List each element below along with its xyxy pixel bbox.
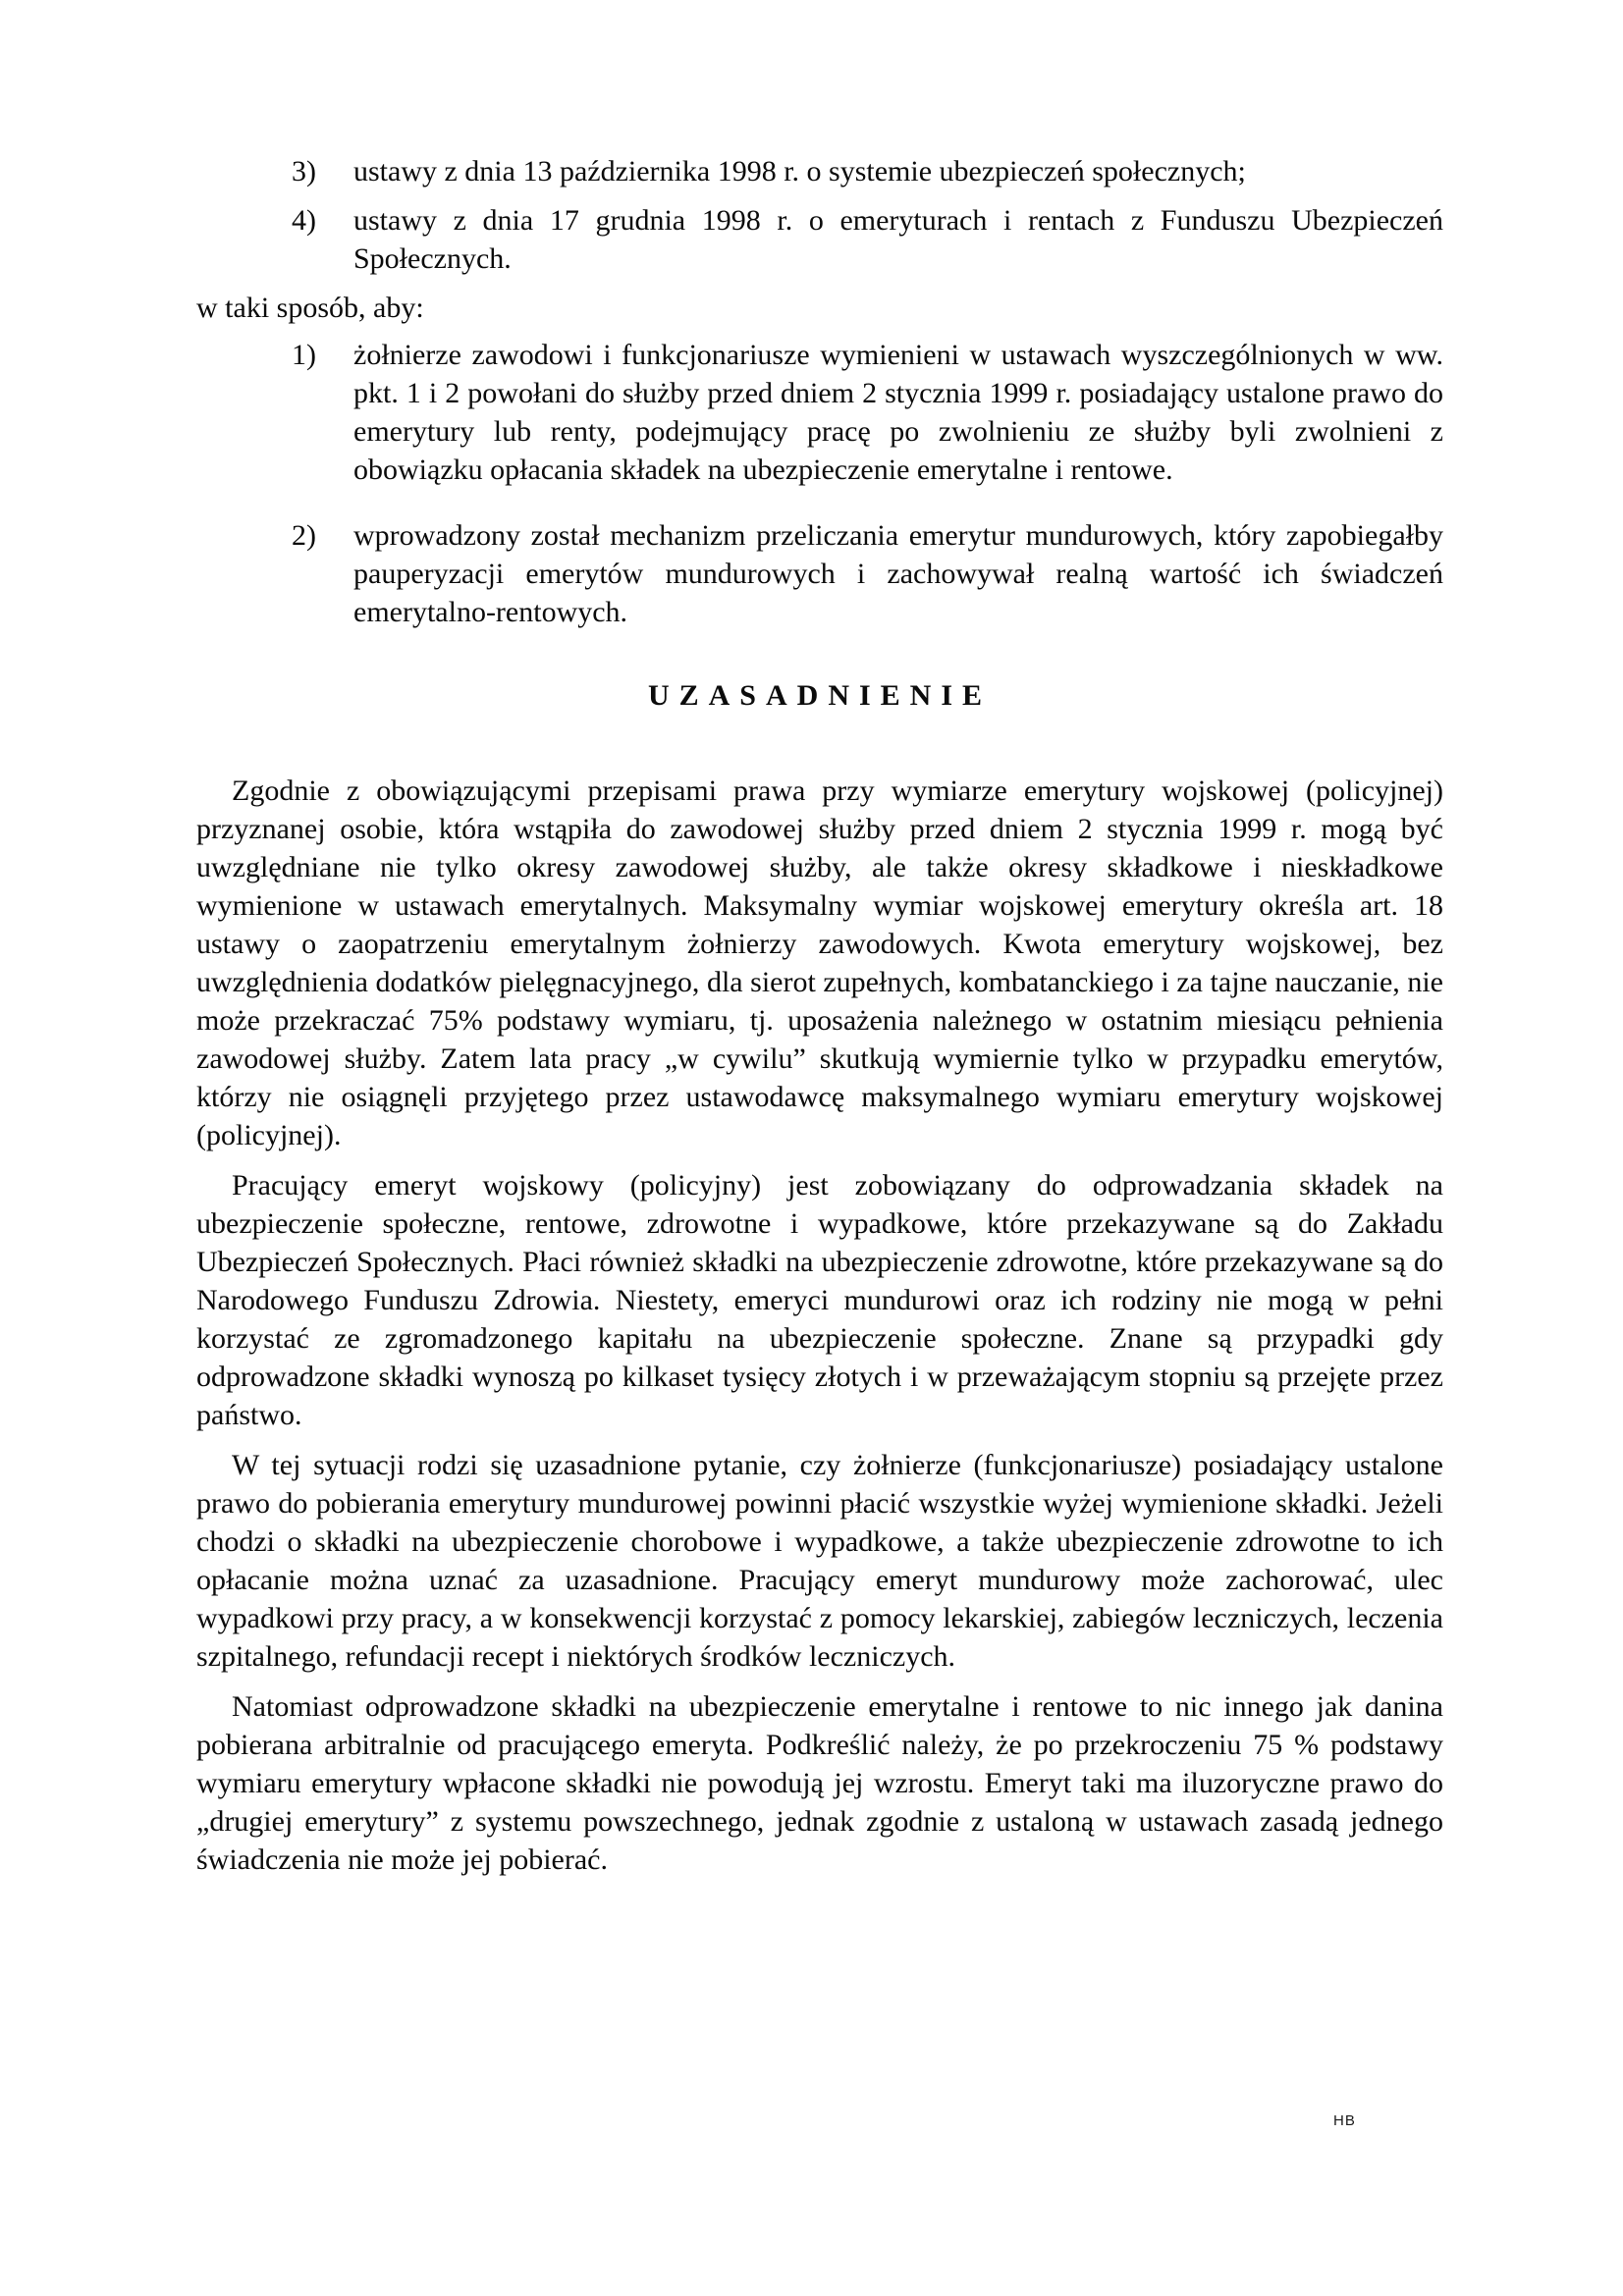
paragraph-3: W tej sytuacji rodzi się uzasadnione pytanie, czy żołnierze (funkcjonariusze) posiadający ustalone prawo do pobierania emerytury mundurowej powinni płacić wszystkie wyżej wymienione składki. Jeżeli chodzi o składki na ubezpieczenie chorobowe i wypadkowe, a także ubezpieczenie zdrowotne to ich opłacanie można uznać za uzasadnione. Pracujący emeryt mundurowy może zachorować, ulec wypadkowi przy pracy, a w konsekwencji korzystać z pomocy lekarskiej, zabiegów leczniczych, leczenia szpitalnego, refundacji recept i niektórych środków leczniczych. [196, 1449, 1443, 1673]
list-item-number: 1) [292, 339, 316, 371]
list-item-3 [292, 152, 1443, 190]
list-item-number: 3) [292, 155, 316, 187]
section-heading: UZASADNIENIE [647, 679, 993, 712]
paragraph-1: Zgodnie z obowiązującymi przepisami prawa przy wymiarze emerytury wojskowej (policyjnej) przyznanej osobie, która wstąpiła do zawodowej służby przed dniem 2 stycznia 1999 r. mogą być uwzględniane nie tylko okresy zawodowej służby, ale także okresy składkowe i nieskładkowe wymienione w ustawach emerytalnych. Maksymalny wymiar wojskowej emerytury określa art. 18 ustawy o zaopatrzeniu emerytalnym żołnierzy zawodowych. Kwota emerytury wojskowej, bez uwzględnienia dodatków pielęgnacyjnego, dla sierot zupełnych, kombatanckiego i za tajne nauczanie, nie może przekraczać 75% podstawy wymiaru, tj. uposażenia należnego w ostatnim miesiącu pełnienia zawodowej służby. Zatem lata pracy „w cywilu” skutkują wymiernie tylko w przypadku emerytów, którzy nie osiągnęli przyjętego przez ustawodawcę maksymalnego wymiaru emerytury wojskowej (policyjnej). [196, 774, 1443, 1151]
paragraph-2: Pracujący emeryt wojskowy (policyjny) jest zobowiązany do odprowadzania składek na ubezpieczenie społeczne, rentowe, zdrowotne i wypadkowe, które przekazywane są do Zakładu Ubezpieczeń Społecznych. Płaci również składki na ubezpieczenie zdrowotne, które przekazywane są do Narodowego Funduszu Zdrowia. Niestety, emeryci mundurowi oraz ich rodziny nie mogą w pełni korzystać ze zgromadzonego kapitału na ubezpieczenie społeczne. Znane są przypadki gdy odprowadzone składki wynoszą po kilkaset tysięcy złotych i w przeważającym stopniu są przejęte przez państwo. [196, 1169, 1443, 1431]
document-body [196, 152, 1443, 1891]
list-item-number: 2) [292, 519, 316, 552]
list-item-text: wprowadzony został mechanizm przeliczania emerytur mundurowych, który zapobiegałby pauperyzacji emerytów mundurowych i zachowywał realną wartość ich świadczeń emerytalno-rentowych. [353, 519, 1443, 628]
connector-text: w taki sposób, aby: [196, 292, 424, 324]
list-item-text: ustawy z dnia 17 grudnia 1998 r. o emeryturach i rentach z Funduszu Ubezpieczeń Społecznych. [353, 204, 1443, 275]
list-item-text: ustawy z dnia 13 października 1998 r. o systemie ubezpieczeń społecznych; [353, 155, 1246, 187]
list-item-text: żołnierze zawodowi i funkcjonariusze wymienieni w ustawach wyszczególnionych w ww. pkt. 1 i 2 powołani do służby przed dniem 2 stycznia 1999 r. posiadający ustalone prawo do emerytury lub renty, podejmujący pracę po zwolnieniu ze służby byli zwolnieni z obowiązku opłacania składek na ubezpieczenie emerytalne i rentowe. [353, 339, 1443, 486]
initials-mark: HB [1333, 2112, 1356, 2129]
list-item-4 [292, 201, 1443, 278]
list-item-1 [292, 336, 1443, 489]
paragraph-4: Natomiast odprowadzone składki na ubezpieczenie emerytalne i rentowe to nic innego jak danina pobierana arbitralnie od pracującego emeryta. Podkreślić należy, że po przekroczeniu 75 % podstawy wymiaru emerytury wpłacone składki nie powodują jej wzrostu. Emeryt taki ma iluzoryczne prawo do „drugiej emerytury” z systemu powszechnego, jednak zgodnie z ustaloną w ustawach zasadą jednego świadczenia nie może jej pobierać. [196, 1690, 1443, 1876]
list-item-number: 4) [292, 204, 316, 237]
list-item-2 [292, 516, 1443, 631]
